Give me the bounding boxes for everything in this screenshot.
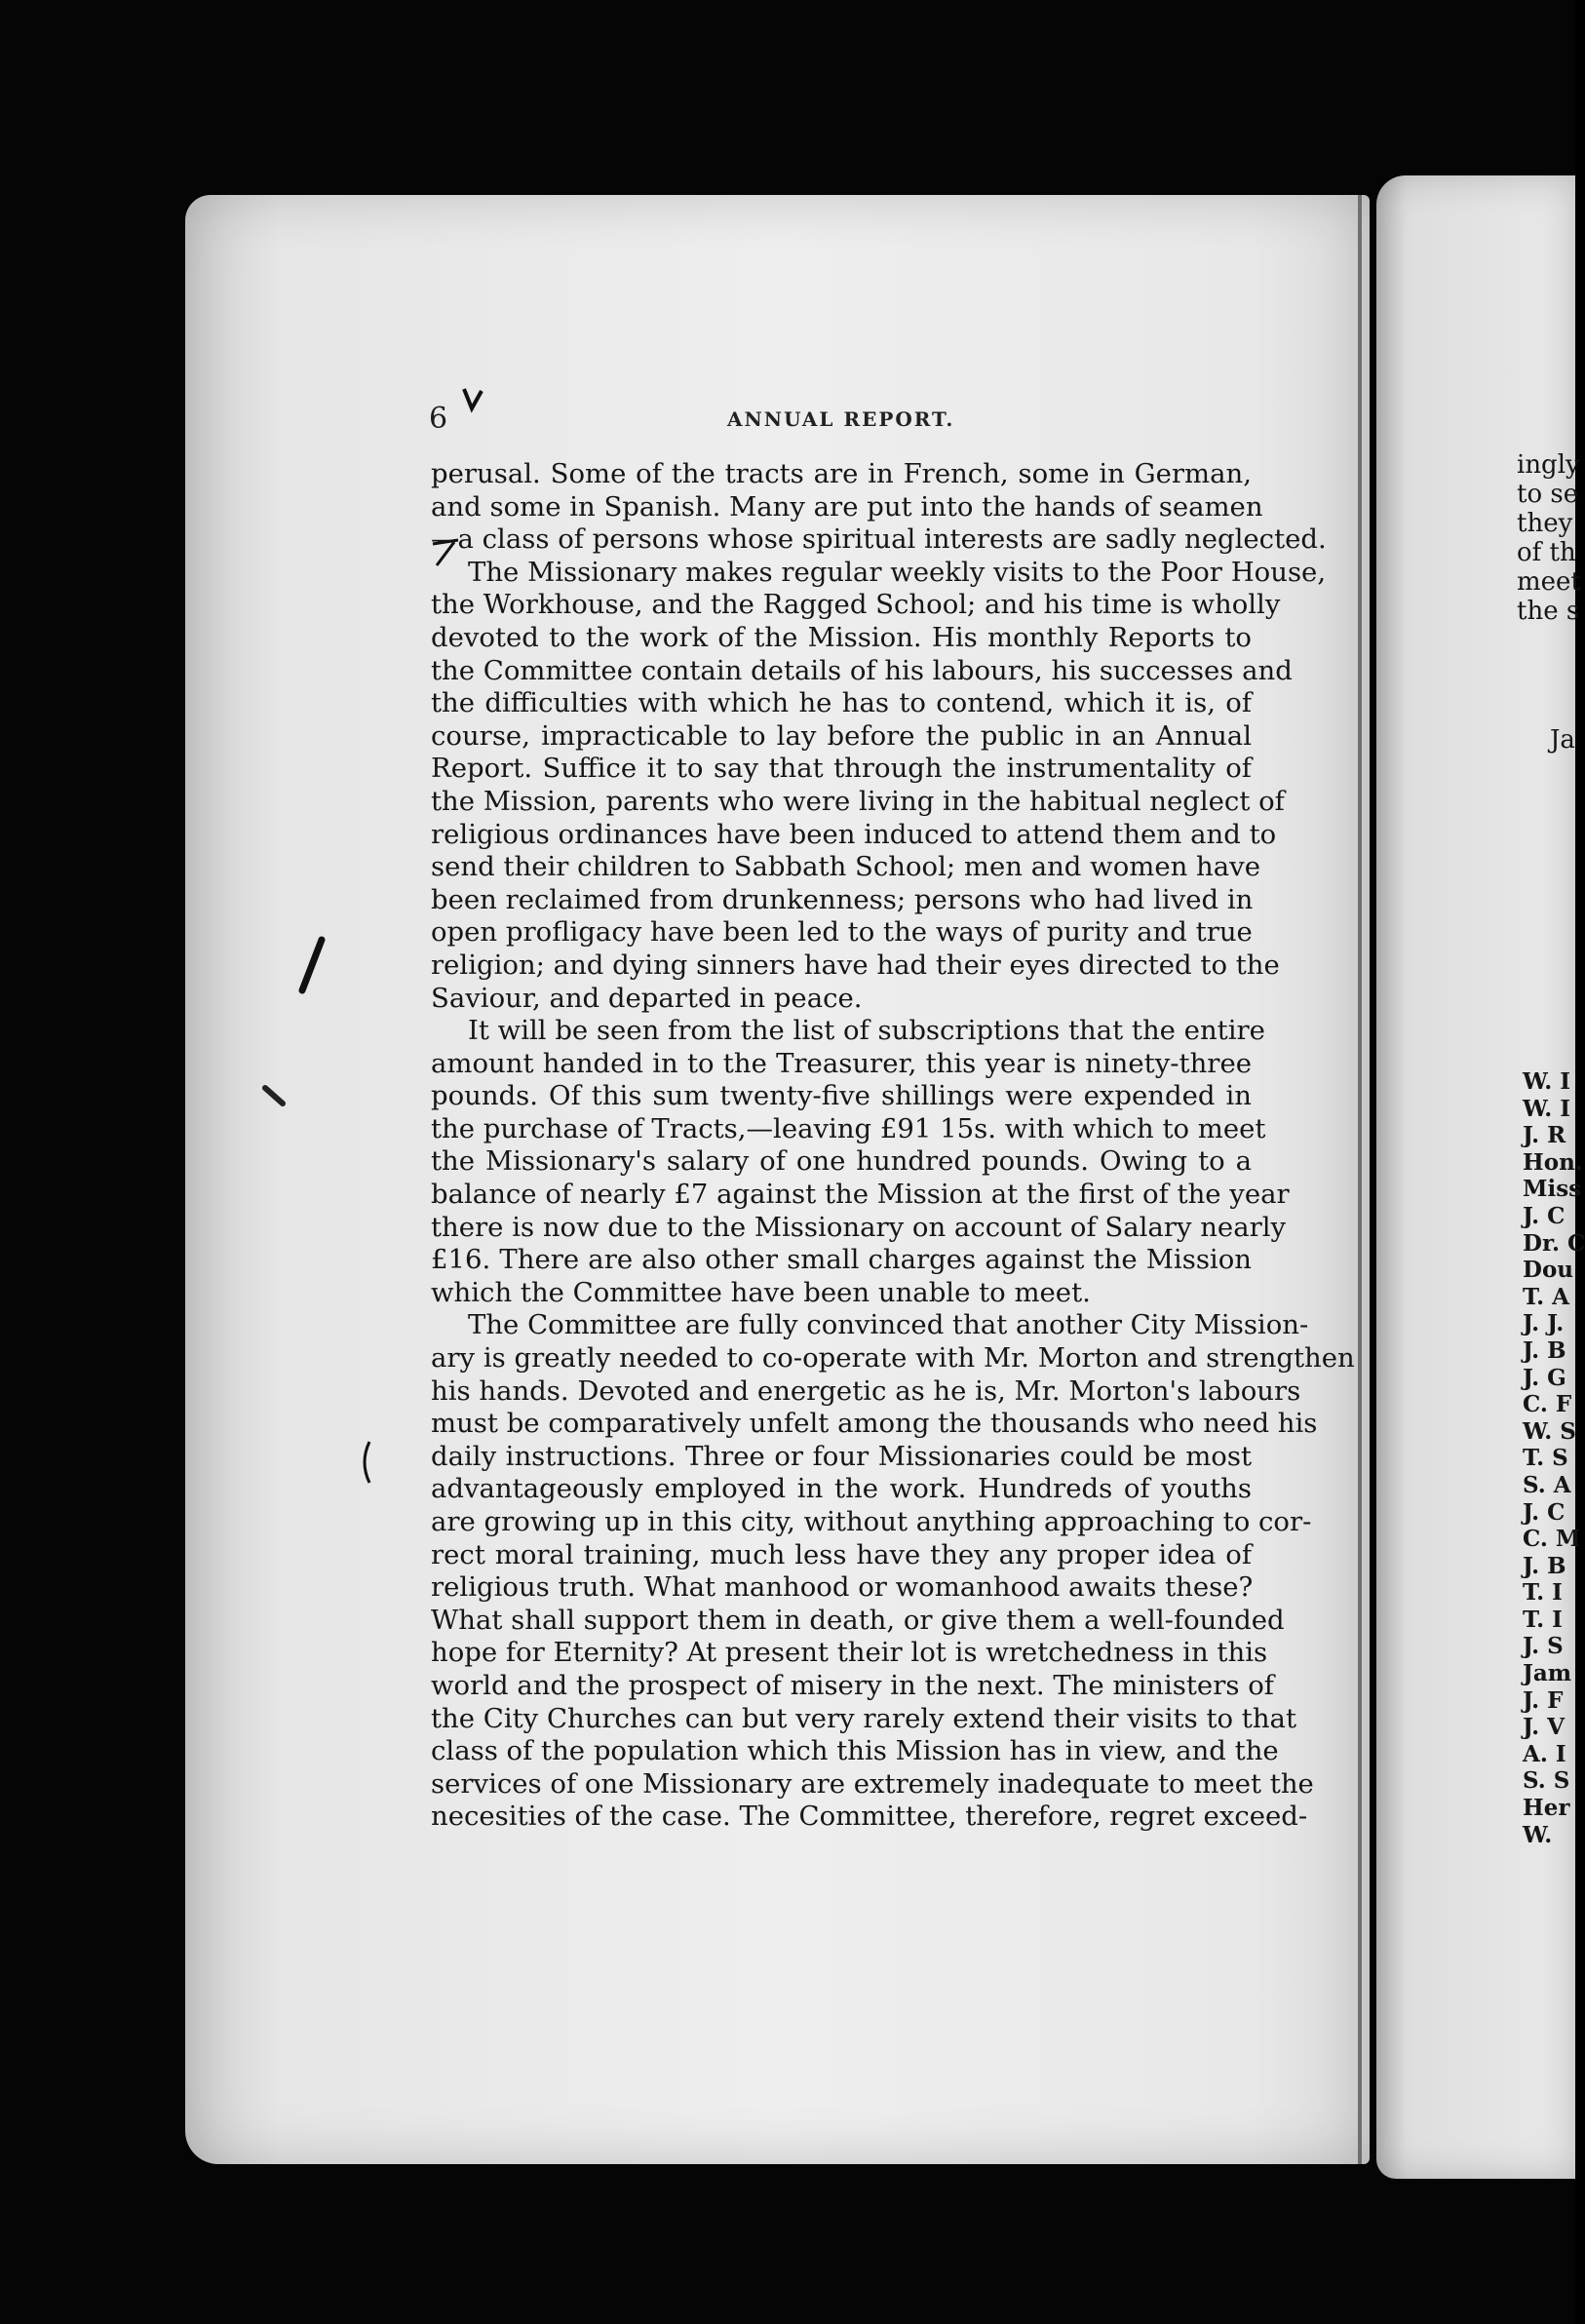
text-line: the Missionary's salary of one hundred pounds. Owing to a xyxy=(431,1145,1252,1178)
text-line: are growing up in this city, without anything approaching to cor- xyxy=(431,1506,1312,1537)
text-line: open profligacy have been led to the ways of purity and true xyxy=(431,916,1253,949)
text-line: —a class of persons whose spiritual interests are sadly neglected. xyxy=(431,523,1327,556)
text-line: rect moral training, much less have they any proper idea of xyxy=(431,1538,1252,1570)
name-fragment: Dou xyxy=(1523,1257,1574,1284)
pen-stroke-mark xyxy=(356,1438,375,1487)
text-line: pounds. Of this sum twenty-five shillings were expended in xyxy=(431,1080,1252,1112)
name-fragment: T. S xyxy=(1523,1445,1568,1472)
text-line: ary is greatly needed to co-operate with Mr. Morton and strengthen xyxy=(431,1342,1355,1375)
name-fragment: W. S xyxy=(1523,1417,1576,1445)
text-line: which the Committee have been unable to meet. xyxy=(431,1276,1091,1308)
adjacent-page-text xyxy=(1517,450,1581,626)
text-line: the Workhouse, and the Ragged School; and his time is wholly xyxy=(431,589,1281,621)
name-fragment: W. xyxy=(1523,1821,1553,1848)
text-line: The Missionary makes regular weekly visits to the Poor House, xyxy=(468,556,1327,588)
name-fragment: T. I xyxy=(1523,1579,1563,1607)
text-line: necesities of the case. The Committee, therefore, regret exceed- xyxy=(431,1801,1308,1833)
text-line: advantageously employed in the work. Hundreds of youths xyxy=(431,1473,1252,1505)
text-line: and some in Spanish. Many are put into the hands of seamen xyxy=(431,490,1263,523)
pen-stroke-mark xyxy=(261,1082,287,1107)
name-fragment: Dr. C xyxy=(1523,1229,1585,1257)
text-line: world and the prospect of misery in the next. The ministers of xyxy=(431,1669,1274,1701)
pen-stroke-mark xyxy=(429,536,462,569)
text-line: services of one Missionary are extremely inadequate to meet the xyxy=(431,1767,1314,1800)
text-line: course, impracticable to lay before the public in an Annual xyxy=(431,719,1252,752)
name-fragment: J. S xyxy=(1523,1633,1564,1660)
text-line: Saviour, and departed in peace. xyxy=(431,982,863,1014)
name-fragment: J. R xyxy=(1523,1122,1566,1149)
name-fragment: J. C xyxy=(1523,1498,1566,1526)
text-line: his hands. Devoted and energetic as he is, Mr. Morton's labours xyxy=(431,1375,1301,1407)
adjacent-page-names xyxy=(1523,1068,1585,1848)
name-fragment: Hon. xyxy=(1523,1148,1583,1176)
name-fragment: J. G xyxy=(1523,1364,1566,1391)
text-line: £16. There are also other small charges against the Mission xyxy=(431,1244,1252,1276)
text-line: balance of nearly £7 against the Mission at the first of the year xyxy=(431,1179,1290,1211)
name-fragment: Her xyxy=(1523,1795,1570,1822)
name-fragment: S. S xyxy=(1523,1767,1570,1795)
text-line: must be comparatively unfelt among the thousands who need his xyxy=(431,1408,1318,1440)
text-line: been reclaimed from drunkenness; persons who had lived in xyxy=(431,883,1254,915)
fragment-line: ingly xyxy=(1517,450,1580,480)
text-line: the purchase of Tracts,—leaving £91 15s. with which to meet xyxy=(431,1112,1266,1144)
text-line: class of the population which this Mission has in view, and the xyxy=(431,1735,1279,1767)
name-fragment: Miss xyxy=(1523,1176,1582,1203)
fragment-line: of th xyxy=(1517,538,1576,567)
name-fragment: W. I xyxy=(1523,1068,1571,1095)
page-fold xyxy=(1358,195,1362,2164)
fragment-line: they xyxy=(1517,509,1573,538)
fragment-line: meet xyxy=(1517,567,1581,597)
text-line: the Mission, parents who were living in the habitual neglect of xyxy=(431,785,1285,817)
adjacent-page-heading: Ja xyxy=(1550,725,1575,755)
text-line: daily instructions. Three or four Missionaries could be most xyxy=(431,1440,1252,1472)
text-line: Report. Suffice it to say that through the instrumentality of xyxy=(431,753,1252,785)
page-number: 6 xyxy=(429,402,448,436)
text-line: It will be seen from the list of subscriptions that the entire xyxy=(468,1015,1265,1047)
text-line: the City Churches can but very rarely extend their visits to that xyxy=(431,1702,1297,1734)
text-line: devoted to the work of the Mission. His monthly Reports to xyxy=(431,621,1252,653)
name-fragment: Jam xyxy=(1523,1660,1572,1687)
name-fragment: J. J. xyxy=(1523,1310,1565,1337)
name-fragment: W. I xyxy=(1523,1095,1571,1122)
fragment-line: to se xyxy=(1517,480,1579,509)
name-fragment: J. F xyxy=(1523,1686,1564,1714)
text-line: perusal. Some of the tracts are in French, some in German, xyxy=(431,458,1252,489)
name-fragment: T. A xyxy=(1523,1283,1570,1310)
fragment-line: the s xyxy=(1517,597,1580,626)
text-line: send their children to Sabbath School; men and women have xyxy=(431,851,1260,883)
text-line: hope for Eternity? At present their lot is wretchedness in this xyxy=(431,1637,1268,1669)
name-fragment: C. M xyxy=(1523,1526,1581,1553)
running-head: ANNUAL REPORT. xyxy=(727,407,955,431)
page-header xyxy=(429,402,1287,441)
text-line: religious ordinances have been induced to attend them and to xyxy=(431,818,1277,850)
pen-stroke-mark xyxy=(292,936,331,994)
text-line: The Committee are fully convinced that another City Mission- xyxy=(468,1309,1309,1341)
name-fragment: J. C xyxy=(1523,1202,1566,1229)
name-fragment: C. F xyxy=(1523,1391,1572,1418)
text-line: religious truth. What manhood or womanhood awaits these? xyxy=(431,1571,1254,1604)
text-line: amount handed in to the Treasurer, this year is ninety-three xyxy=(431,1047,1252,1079)
text-line: What shall support them in death, or give them a well-founded xyxy=(431,1604,1285,1636)
name-fragment: A. I xyxy=(1523,1740,1566,1767)
text-line: religion; and dying sinners have had their eyes directed to the xyxy=(431,949,1280,981)
pen-stroke-mark xyxy=(458,385,487,414)
body-text xyxy=(431,458,1355,1834)
name-fragment: J. B xyxy=(1523,1336,1566,1364)
text-line: the difficulties with which he has to contend, which it is, of xyxy=(431,687,1252,719)
name-fragment: J. B xyxy=(1523,1552,1566,1579)
name-fragment: T. I xyxy=(1523,1606,1563,1633)
name-fragment: S. A xyxy=(1523,1471,1571,1498)
text-line: there is now due to the Missionary on account of Salary nearly xyxy=(431,1211,1287,1243)
text-line: the Committee contain details of his labours, his successes and xyxy=(431,654,1293,686)
name-fragment: J. V xyxy=(1523,1714,1565,1741)
